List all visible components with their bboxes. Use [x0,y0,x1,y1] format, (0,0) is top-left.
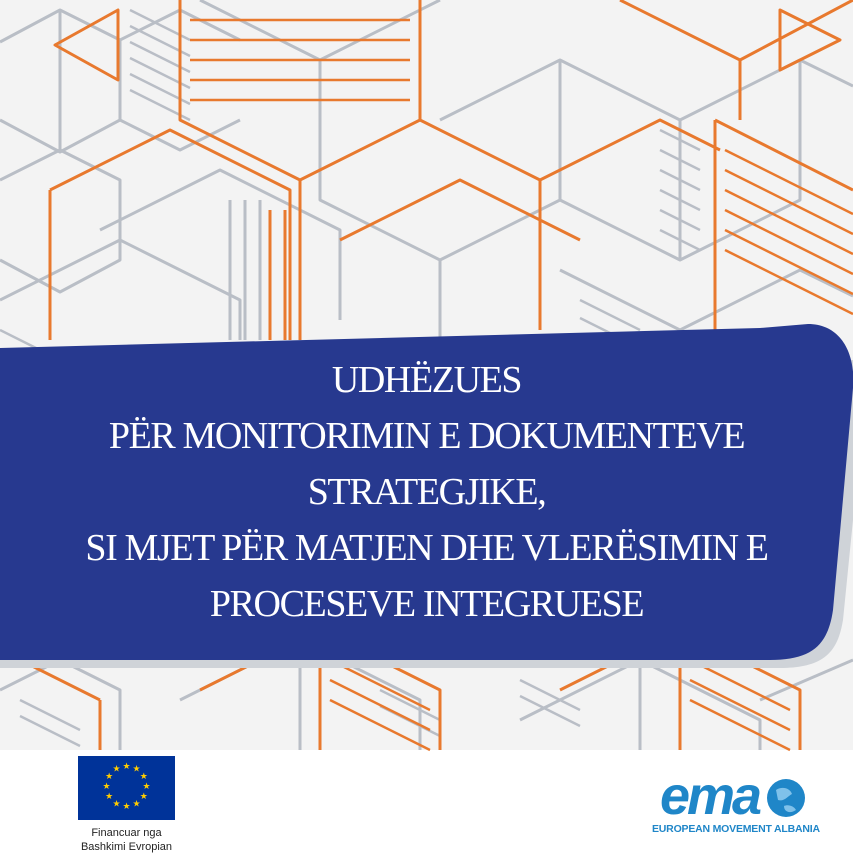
svg-text:★: ★ [142,782,151,792]
title-line: UDHËZUES [331,359,522,401]
title-line: PËR MONITORIMIN E DOKUMENTEVE [108,415,745,457]
caption-line: Financuar nga [91,827,162,839]
svg-text:★: ★ [105,792,114,802]
svg-text:★: ★ [122,762,131,772]
title-line: PROCESEVE INTEGRUESE [209,583,644,625]
svg-text:★: ★ [112,764,121,775]
title-line: STRATEGJIKE, [307,471,546,513]
ema-logo [658,768,808,824]
eu-flag-icon [78,756,175,820]
caption-line: Bashkimi Evropian [80,841,173,853]
document-title [0,352,853,632]
eu-funding-caption [60,826,193,854]
title-line: SI MJET PËR MATJEN DHE VLERËSIMIN E [85,527,768,569]
svg-text:★: ★ [112,799,121,810]
ema-wordmark: ema [660,768,760,824]
svg-text:★: ★ [139,792,148,802]
svg-text:★: ★ [132,799,141,810]
svg-text:★: ★ [102,782,111,792]
publisher-name: EUROPEAN MOVEMENT ALBANIA [652,823,820,835]
svg-text:★: ★ [105,772,114,782]
svg-text:★: ★ [122,802,131,812]
svg-text:★: ★ [139,772,148,782]
svg-text:★: ★ [132,764,141,775]
